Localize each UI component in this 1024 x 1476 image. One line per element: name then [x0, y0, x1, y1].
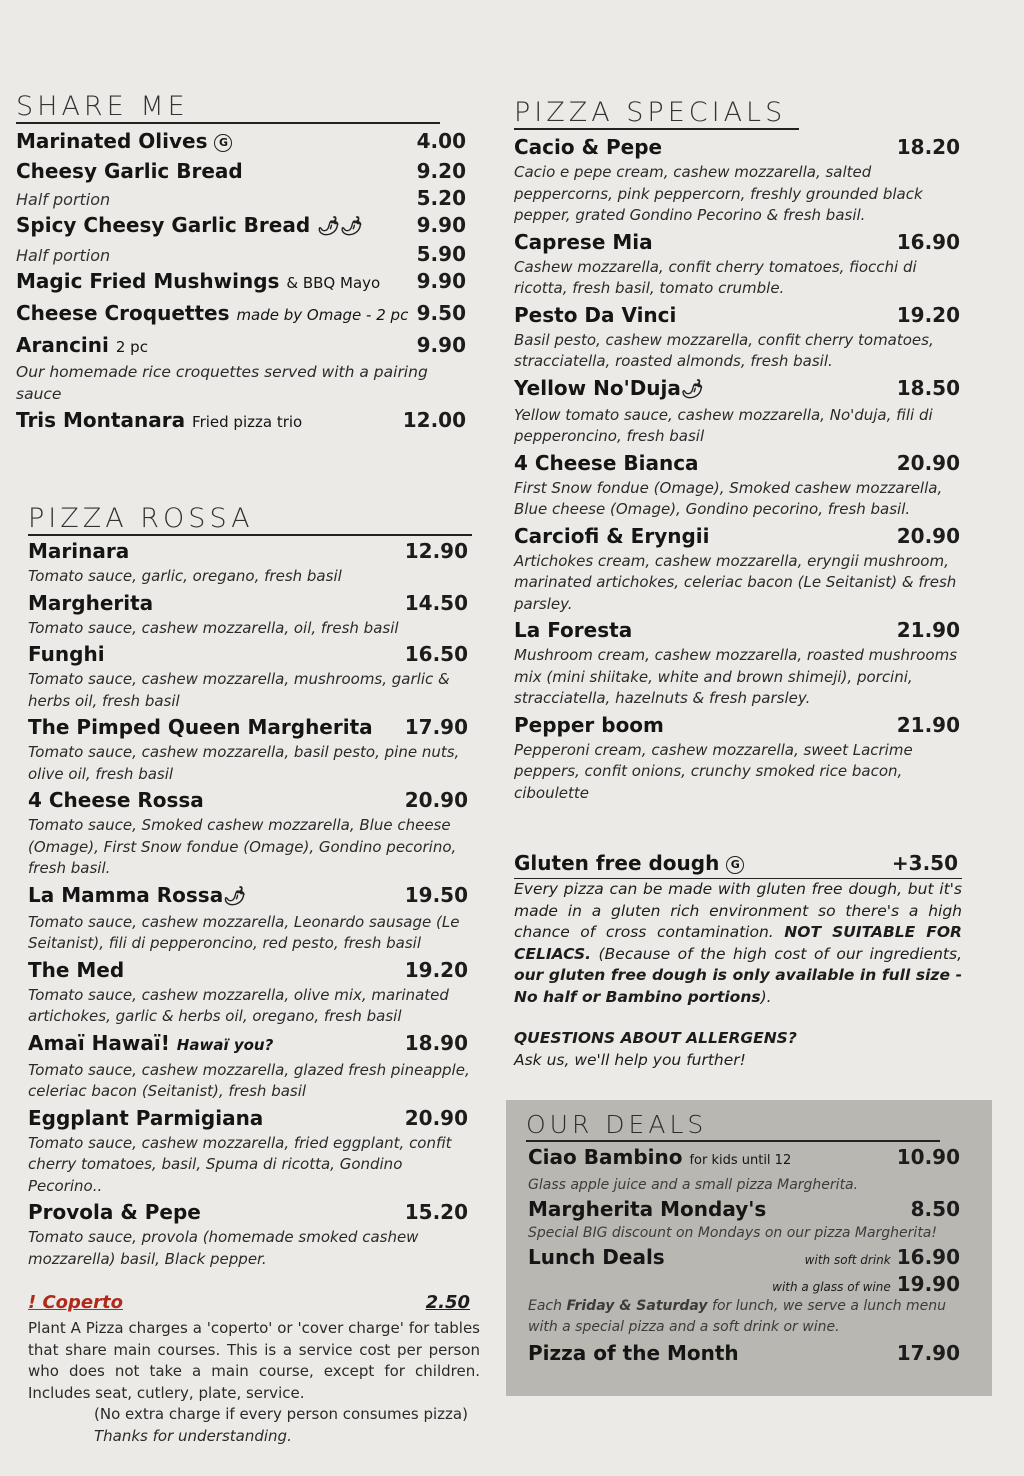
item-description: Tomato sauce, Smoked cashew mozzarella, Blue cheese (Omage), First Snow fondue (Omage), Gondino pecorino, fresh basil.	[28, 816, 457, 877]
item-price: 15.20	[404, 1200, 468, 1224]
gluten-free-icon: G	[214, 134, 232, 152]
chili-icon: 🌶	[680, 378, 704, 400]
item-name: Amaï Hawaï!	[28, 1030, 170, 1055]
menu-item	[514, 227, 960, 257]
item-price: 12.90	[404, 539, 468, 563]
deal-description: Each Friday & Saturday for lunch, we serve a lunch menu with a special pizza and a soft drink or wine.	[528, 1298, 947, 1335]
item-description: Cashew mozzarella, confit cherry tomatoes, fiocchi di ricotta, fresh basil, tomato crumble.	[514, 257, 917, 297]
item-price: 19.50	[404, 882, 468, 907]
item-price: 16.50	[404, 642, 468, 666]
deal-margherita-monday: Margherita Monday's 8.50	[528, 1197, 960, 1221]
item-description: Artichokes cream, cashew mozzarella, eryngii mushroom, marinated artichokes, celeriac bacon (Le Seitanist) & fresh parsley.	[514, 551, 957, 613]
menu-item-arancini: Arancini 2 pc 9.90	[16, 333, 466, 357]
half-portion-row: Half portion 5.90	[16, 242, 466, 266]
deal-description: Glass apple juice and a small pizza Margherita.	[528, 1177, 859, 1193]
item-price: 4.00	[416, 129, 466, 153]
pizza-specials-list	[514, 132, 964, 804]
menu-item-cheese-croquettes: Cheese Croquettes made by Omage - 2 pc 9.50	[16, 301, 466, 325]
menu-item	[28, 785, 468, 815]
item-price: 9.50	[416, 301, 466, 325]
pizza-rossa-list	[28, 536, 476, 1270]
item-name: Eggplant Parmigiana	[28, 1105, 264, 1130]
gluten-free-price: +3.50	[891, 851, 958, 875]
menu-item	[514, 521, 960, 551]
item-price: 20.90	[404, 1105, 468, 1130]
coperto-section	[28, 1288, 480, 1447]
item-name: Funghi	[28, 642, 105, 666]
deal-description: Special BIG discount on Mondays on our pizza Margherita!	[528, 1225, 937, 1241]
pizza-specials-heading: PIZZA SPECIALS	[514, 98, 799, 130]
item-description: Tomato sauce, cashew mozzarella, basil pesto, pine nuts, olive oil, fresh basil	[28, 743, 460, 783]
item-price: 14.50	[404, 590, 468, 615]
item-name: Pepper boom	[514, 712, 664, 737]
item-description: Pepperoni cream, cashew mozzarella, sweet Lacrime peppers, confit onions, crunchy smoked rice bacon, ciboulette	[514, 740, 913, 802]
item-description: Basil pesto, cashew mozzarella, confit cherry tomatoes, stracciatella, roasted almonds, fresh basil.	[514, 330, 934, 370]
item-price: 18.50	[896, 375, 960, 400]
item-description: Tomato sauce, cashew mozzarella, oil, fresh basil	[28, 618, 399, 637]
menu-item	[514, 132, 960, 162]
gluten-free-text: Every pizza can be made with gluten free dough, but it's made in a gluten rich environment so there's a high chance of cross contamination. NOT SUITABLE FOR CELIACS. (Because of the high cost of our ingredients, our gluten free dough is only available in full size - No half or Bambino portions).	[514, 880, 962, 1006]
menu-item-spicy-cheesy-garlic-bread: Spicy Cheesy Garlic Bread 🌶🌶 9.90	[16, 213, 466, 237]
coperto-thanks: Thanks for understanding.	[94, 1426, 292, 1445]
share-me-heading: SHARE ME	[16, 92, 440, 124]
item-price: 21.90	[896, 712, 960, 737]
menu-item	[28, 955, 468, 985]
menu-item	[514, 615, 960, 645]
item-price: 20.90	[896, 450, 960, 475]
deal-price: 8.50	[910, 1197, 960, 1221]
allergens-note: QUESTIONS ABOUT ALLERGENS? Ask us, we'll help you further!	[514, 1029, 797, 1069]
chili-icon: 🌶	[223, 885, 247, 907]
coperto-price: 2.50	[425, 1292, 470, 1313]
menu-item	[514, 300, 960, 330]
item-name: Marinara	[28, 539, 130, 563]
our-deals-heading: OUR DEALS	[526, 1110, 940, 1142]
item-price: 9.90	[416, 269, 466, 293]
item-price: 16.90	[896, 229, 960, 254]
item-price: 9.90	[416, 213, 466, 237]
deal-price: 10.90	[896, 1145, 960, 1169]
menu-item	[514, 373, 960, 405]
item-price: 9.20	[416, 159, 466, 183]
item-description: Tomato sauce, garlic, oregano, fresh basil	[28, 567, 342, 585]
menu-item	[28, 880, 468, 912]
menu-item	[28, 712, 468, 742]
deal-price: 19.90	[896, 1272, 960, 1296]
menu-item	[28, 639, 468, 669]
item-price: 5.90	[416, 242, 466, 266]
item-name: Margherita	[28, 590, 154, 615]
gluten-free-icon: G	[726, 856, 744, 874]
menu-item: Amaï Hawaï! Hawaï you? 18.90	[28, 1030, 468, 1055]
item-description: Tomato sauce, cashew mozzarella, glazed fresh pineapple, celeriac bacon (Seitanist), fresh basil	[28, 1060, 470, 1100]
deal-price: 16.90	[896, 1245, 960, 1269]
item-price: 9.90	[416, 333, 466, 357]
item-price: 17.90	[404, 715, 468, 739]
pizza-rossa-heading: PIZZA ROSSA	[28, 504, 472, 536]
item-name: The Med	[28, 957, 125, 982]
item-price: 18.20	[896, 135, 960, 159]
menu-item-cheesy-garlic-bread: Cheesy Garlic Bread 9.20	[16, 159, 466, 183]
item-description: Mushroom cream, cashew mozzarella, roasted mushrooms mix (mini shiitake, white and brown shimeji), porcini, stracciatella, hazelnuts & fresh parsley.	[514, 646, 958, 707]
item-price: 5.20	[416, 186, 466, 210]
coperto-text: Plant A Pizza charges a 'coperto' or 'cover charge' for tables that share main courses. This is a service cost per person who does not take a main course, except for children. Includes seat, cutlery, plate, service.	[28, 1319, 480, 1402]
item-price: 19.20	[404, 957, 468, 982]
item-name: Caprese Mia	[514, 229, 653, 254]
item-description: First Snow fondue (Omage), Smoked cashew mozzarella, Blue cheese (Omage), Gondino pecorino, fresh basil.	[514, 478, 943, 518]
item-price: 18.90	[404, 1030, 468, 1055]
item-description: Tomato sauce, provola (homemade smoked cashew mozzarella) basil, Black pepper.	[28, 1228, 419, 1268]
item-name: Cacio & Pepe	[514, 135, 663, 159]
half-portion-row: Half portion 5.20	[16, 186, 466, 210]
item-description: Yellow tomato sauce, cashew mozzarella, No'duja, fili di pepperoncino, fresh basil	[514, 405, 933, 445]
item-name: Provola & Pepe	[28, 1200, 201, 1224]
item-name: Pesto Da Vinci	[514, 302, 677, 327]
menu-item	[28, 588, 468, 618]
item-description: Cacio e pepe cream, cashew mozzarella, salted peppercorns, pink peppercorn, freshly grounded black pepper, grated Gondino Pecorino & fresh basil.	[514, 163, 923, 224]
share-me-section	[16, 92, 472, 437]
item-description: Tomato sauce, cashew mozzarella, fried eggplant, confit cherry tomatoes, basil, Spuma di ricotta, Gondino Pecorino..	[28, 1133, 452, 1195]
item-description: Our homemade rice croquettes served with a pairing sauce	[16, 363, 428, 403]
coperto-title: ! Coperto	[28, 1292, 123, 1313]
pizza-rossa-section	[28, 503, 480, 1447]
menu-item	[28, 536, 468, 566]
item-name: 4 Cheese Bianca	[514, 450, 699, 475]
menu-item-marinated-olives: Marinated Olives G 4.00	[16, 129, 466, 153]
coperto-note: (No extra charge if every person consumes pizza)	[94, 1405, 468, 1423]
menu-item	[28, 1197, 468, 1227]
item-name: The Pimped Queen Margherita	[28, 715, 373, 739]
item-name: Yellow No'Duja	[514, 375, 681, 400]
item-price: 20.90	[896, 523, 960, 548]
item-price: 12.00	[402, 408, 466, 432]
menu-item	[514, 710, 960, 740]
item-description: Tomato sauce, cashew mozzarella, Leonardo sausage (Le Seitanist), fili di pepperoncino, red pesto, fresh basil	[28, 912, 460, 952]
item-name: Carciofi & Eryngii	[514, 523, 710, 548]
menu-item	[28, 1103, 468, 1133]
deal-lunch: Lunch Deals with soft drink 16.90	[528, 1245, 960, 1269]
menu-item-tris-montanara: Tris Montanara Fried pizza trio 12.00	[16, 408, 466, 432]
item-description: Tomato sauce, cashew mozzarella, olive mix, marinated artichokes, garlic & herbs oil, oregano, fresh basil	[28, 985, 449, 1025]
deal-ciao-bambino: Ciao Bambino for kids until 12 10.90	[528, 1145, 960, 1169]
item-price: 19.20	[896, 302, 960, 327]
our-deals-box	[506, 1100, 992, 1396]
deal-lunch-wine: with a glass of wine 19.90	[772, 1272, 960, 1296]
deal-price: 17.90	[896, 1341, 960, 1365]
item-price: 20.90	[404, 788, 468, 812]
gluten-free-section: Gluten free dough G +3.50 Every pizza can be made with gluten free dough, but it's made in a gluten rich environment so there's a high chance of cross contamination. NOT SUITABLE FOR CELIACS. (Because of the high cost of our ingredients, our gluten free dough is only available in full size - No half or Bambino portions). QUESTIONS ABOUT ALLERGENS? Ask us, we'll help you further!	[514, 848, 962, 1071]
menu-item-mushwings: Magic Fried Mushwings & BBQ Mayo 9.90	[16, 269, 466, 293]
item-name: La Mamma Rossa	[28, 882, 224, 907]
item-price: 21.90	[896, 618, 960, 642]
item-name: La Foresta	[514, 618, 633, 642]
menu-item	[514, 448, 960, 478]
item-name: 4 Cheese Rossa	[28, 788, 204, 812]
item-description: Tomato sauce, cashew mozzarella, mushrooms, garlic & herbs oil, fresh basil	[28, 670, 450, 710]
deal-pizza-of-month: Pizza of the Month 17.90	[528, 1341, 960, 1365]
pizza-specials-section	[514, 98, 964, 1071]
double-chili-icon: 🌶🌶	[317, 216, 363, 237]
